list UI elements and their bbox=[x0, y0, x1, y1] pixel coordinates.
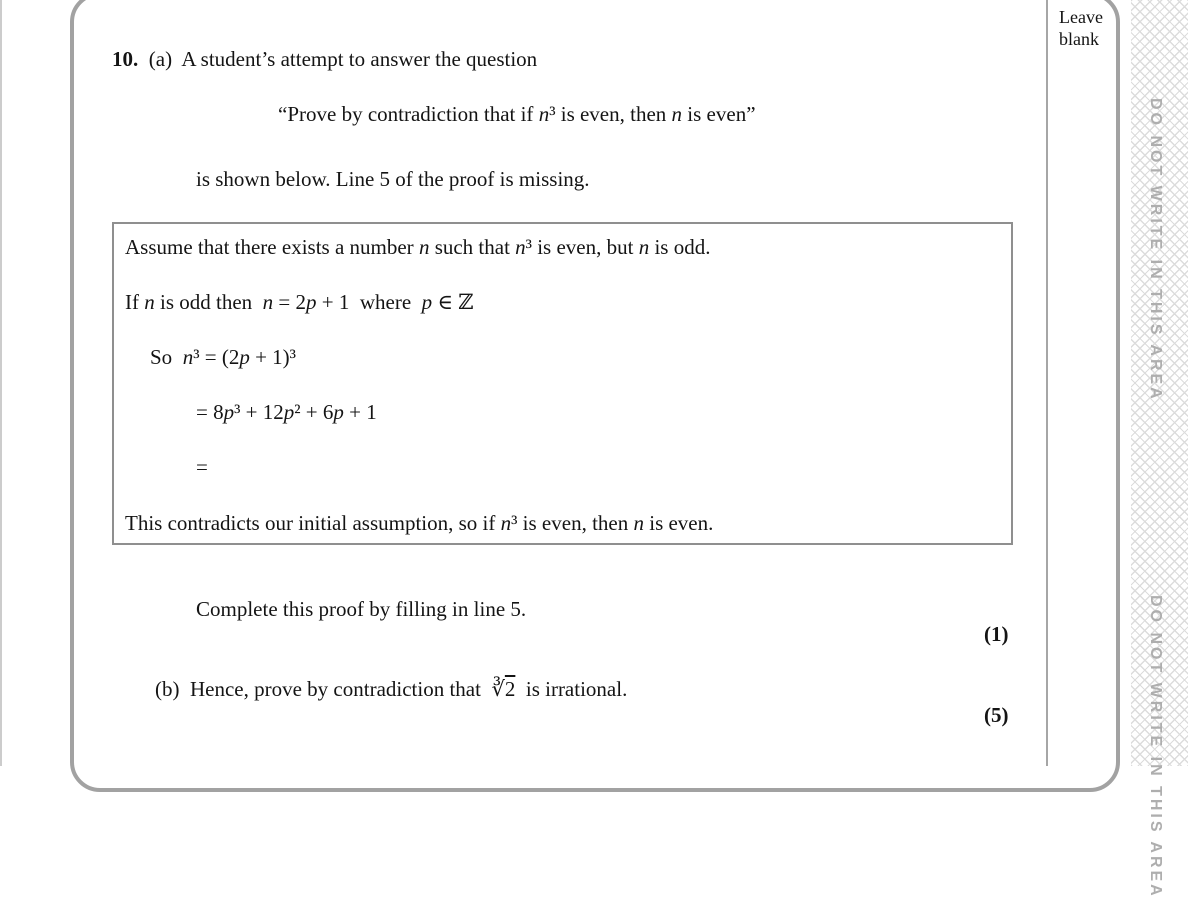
leave-blank-divider bbox=[1046, 0, 1048, 766]
marks-part-a: (1) bbox=[984, 622, 1009, 646]
do-not-write-text-bottom: DO NOT WRITE IN THIS AREA bbox=[1147, 595, 1164, 899]
scan-edge-line bbox=[0, 0, 2, 766]
question-header: 10. (a) A student’s attempt to answer the question bbox=[112, 47, 538, 71]
proof-box bbox=[112, 222, 1013, 545]
proof-line-4: = 8p³ + 12p² + 6p + 1 bbox=[196, 400, 377, 424]
leave-blank-label: Leave blank bbox=[1059, 7, 1103, 49]
proof-line-3: So n³ = (2p + 1)³ bbox=[150, 345, 296, 369]
question-quote: “Prove by contradiction that if n³ is even, then n is even” bbox=[278, 102, 756, 126]
shown-below-text: is shown below. Line 5 of the proof is missing. bbox=[196, 167, 590, 191]
proof-line-1: Assume that there exists a number n such that n³ is even, but n is odd. bbox=[125, 235, 711, 259]
proof-line-2: If n is odd then n = 2p + 1 where p ∈ ℤ bbox=[125, 290, 474, 314]
do-not-write-margin bbox=[1131, 0, 1188, 899]
complete-proof-instruction: Complete this proof by filling in line 5. bbox=[196, 597, 527, 621]
proof-line-5-missing: = bbox=[196, 455, 208, 479]
part-b-text: (b) Hence, prove by contradiction that ∛2 is irrational. bbox=[155, 677, 628, 701]
do-not-write-text-top: DO NOT WRITE IN THIS AREA bbox=[1147, 98, 1164, 402]
marks-part-b: (5) bbox=[984, 703, 1009, 727]
proof-line-6: This contradicts our initial assumption, so if n³ is even, then n is even. bbox=[125, 511, 714, 535]
